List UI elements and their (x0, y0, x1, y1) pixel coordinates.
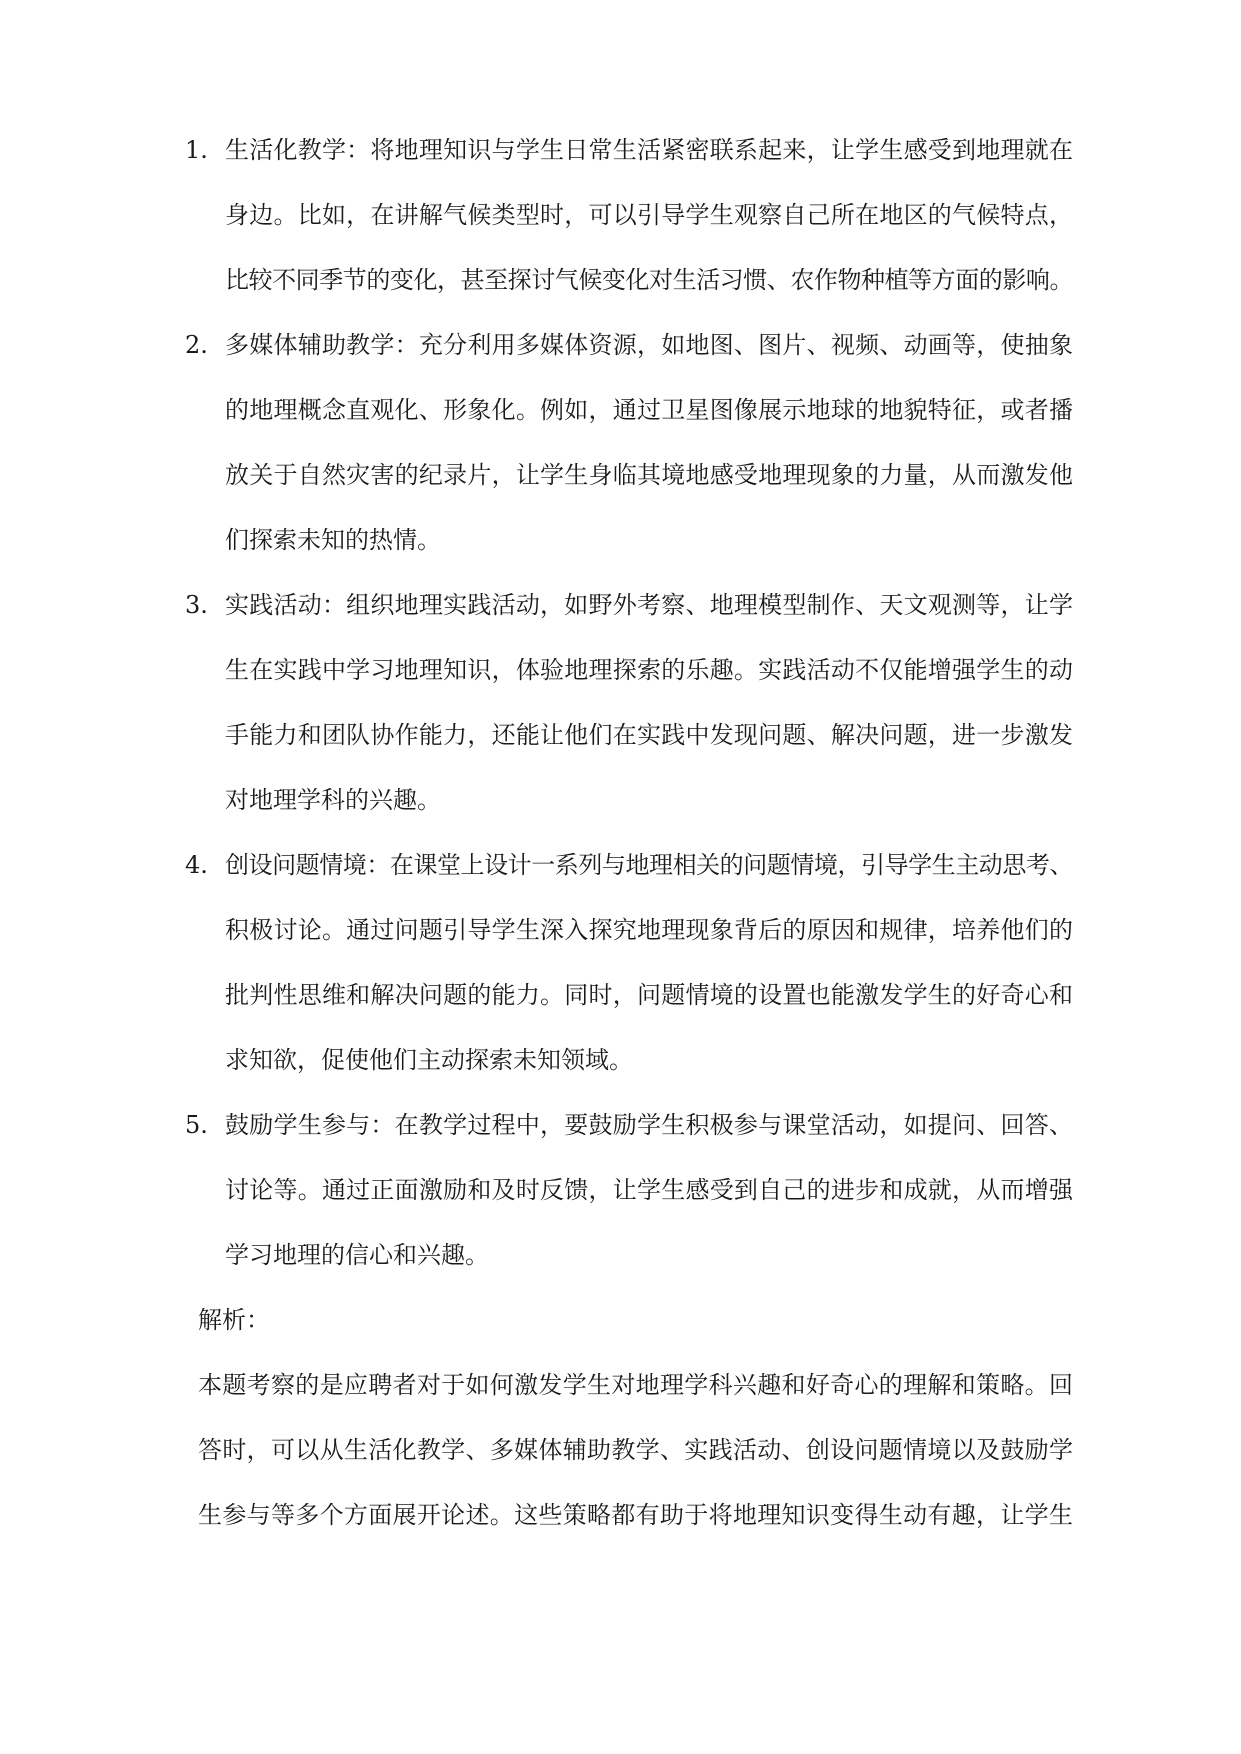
item-4-line-3: 批判性思维和解决问题的能力。同时，问题情境的设置也能激发学生的好奇心和 (225, 981, 1074, 1009)
item-3-line-3: 手能力和团队协作能力，还能让他们在实践中发现问题、解决问题，进一步激发 (225, 721, 1074, 749)
item-number: 2. (185, 331, 208, 359)
item-2-line-3: 放关于自然灾害的纪录片，让学生身临其境地感受地理现象的力量，从而激发他 (225, 461, 1074, 489)
item-number: 1. (185, 136, 208, 164)
item-number: 5. (185, 1111, 208, 1139)
item-5-line-2: 讨论等。通过正面激励和及时反馈，让学生感受到自己的进步和成就，从而增强 (225, 1176, 1074, 1204)
analysis-line-2: 答时，可以从生活化教学、多媒体辅助教学、实践活动、创设问题情境以及鼓励学 (198, 1436, 1074, 1464)
item-2-line-2: 的地理概念直观化、形象化。例如，通过卫星图像展示地球的地貌特征，或者播 (225, 396, 1074, 424)
item-1-line-3: 比较不同季节的变化，甚至探讨气候变化对生活习惯、农作物种植等方面的影响。 (225, 266, 1074, 294)
analysis-heading: 解析： (198, 1306, 270, 1334)
item-3-line-1: 实践活动：组织地理实践活动，如野外考察、地理模型制作、天文观测等，让学 (225, 591, 1074, 619)
analysis-line-3: 生参与等多个方面展开论述。这些策略都有助于将地理知识变得生动有趣，让学生 (198, 1501, 1074, 1529)
item-1-line-1: 生活化教学：将地理知识与学生日常生活紧密联系起来，让学生感受到地理就在 (225, 136, 1074, 164)
item-3-line-2: 生在实践中学习地理知识，体验地理探索的乐趣。实践活动不仅能增强学生的动 (225, 656, 1074, 684)
item-2-line-1: 多媒体辅助教学：充分利用多媒体资源，如地图、图片、视频、动画等，使抽象 (225, 331, 1074, 359)
item-number: 3. (185, 591, 208, 619)
item-4-line-1: 创设问题情境：在课堂上设计一系列与地理相关的问题情境，引导学生主动思考、 (225, 851, 1074, 879)
item-1-line-2: 身边。比如，在讲解气候类型时，可以引导学生观察自己所在地区的气候特点， (225, 201, 1074, 229)
item-5-line-3: 学习地理的信心和兴趣。 (225, 1241, 489, 1269)
item-2-line-4: 们探索未知的热情。 (225, 526, 441, 554)
item-3-line-4: 对地理学科的兴趣。 (225, 786, 441, 814)
item-number: 4. (185, 851, 208, 879)
item-4-line-2: 积极讨论。通过问题引导学生深入探究地理现象背后的原因和规律，培养他们的 (225, 916, 1074, 944)
analysis-line-1: 本题考察的是应聘者对于如何激发学生对地理学科兴趣和好奇心的理解和策略。回 (198, 1371, 1074, 1399)
item-5-line-1: 鼓励学生参与：在教学过程中，要鼓励学生积极参与课堂活动，如提问、回答、 (225, 1111, 1074, 1139)
item-4-line-4: 求知欲，促使他们主动探索未知领域。 (225, 1046, 633, 1074)
